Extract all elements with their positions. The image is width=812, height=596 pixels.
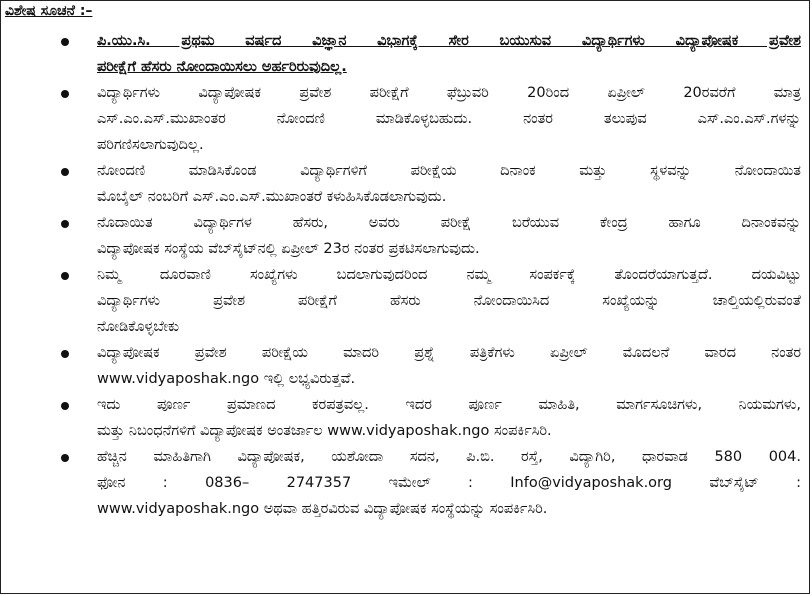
note-line: ನೋಂದಣಿ ಮಾಡಿಸಿಕೊಂಡ ವಿದ್ಯಾರ್ಥಿಗಳಿಗೆ ಪರೀಕ್ಷೆಯ ದಿನಾಂಕ ಮತ್ತು ಸ್ಥಳವನ್ನು ನೋಂದಾಯಿತ [97, 163, 801, 179]
note-item [1, 158, 801, 210]
note-line: ಎಸ್.ಎಂ.ಎಸ್.ಮುಖಾಂತರ ನೋಂದಣಿ ಮಾಡಿಕೊಳ್ಳಬಹುದು. ನಂತರ ತಲುಪುವ ಎಸ್.ಎಂ.ಎಸ್.ಗಳನ್ನು [97, 111, 801, 127]
note-item [1, 340, 801, 392]
notes-list [1, 28, 801, 522]
note-line: ಮತ್ತು ನಿಬಂಧನೆಗಳಿಗೆ ವಿದ್ಯಾಪೋಷಕ ಅಂತರ್ಜಾಲ www.vidyaposhak.ngo ಸಂಪರ್ಕಿಸಿರಿ. [97, 423, 552, 439]
note-line: ವಿದ್ಯಾಪೋಷಕ ಪ್ರವೇಶ ಪರೀಕ್ಷೆಯ ಮಾದರಿ ಪ್ರಶ್ನೆ ಪತ್ರಿಕೆಗಳು ಏಪ್ರೀಲ್ ಮೊದಲನೆ ವಾರದ ನಂತರ [97, 345, 801, 361]
note-line: ನೊದಾಯಿತ ವಿದ್ಯಾರ್ಥಿಗಳ ಹೆಸರು, ಅವರು ಪರೀಕ್ಷೆ ಬರೆಯುವ ಕೇಂದ್ರ ಹಾಗೂ ದಿನಾಂಕವನ್ನು [97, 215, 801, 231]
note-line: ಹೆಚ್ಚಿನ ಮಾಹಿತಿಗಾಗಿ ವಿದ್ಯಾಪೋಷಕ, ಯಶೋದಾ ಸದನ, ಪಿ.ಬಿ. ರಸ್ತೆ, ವಿದ್ಯಾಗಿರಿ, ಧಾರವಾಡ 580 004. [97, 449, 801, 465]
note-item [1, 444, 801, 522]
bullet-icon [61, 272, 69, 280]
notice-heading: ವಿಶೇಷ ಸೂಚನೆ :– [5, 3, 93, 19]
bullet-icon [61, 350, 69, 358]
note-line: ಪರೀಕ್ಷೆಗೆ ಹೆಸರು ನೋಂದಾಯಿಸಲು ಅರ್ಹರಿರುವುದಿಲ್ಲ. [97, 59, 347, 75]
note-line: ವಿದ್ಯಾರ್ಥಿಗಳು ಪ್ರವೇಶ ಪರೀಕ್ಷೆಗೆ ಹೆಸರು ನೋಂದಾಯಿಸಿದ ಸಂಖ್ಯೆಯನ್ನು ಚಾಲ್ತಿಯಲ್ಲಿರುವಂತೆ [97, 293, 801, 309]
note-item [1, 210, 801, 262]
bullet-icon [61, 38, 69, 46]
bullet-icon [61, 454, 69, 462]
note-item [1, 262, 801, 340]
note-line: ನಿಮ್ಮ ದೂರವಾಣಿ ಸಂಖ್ಯೆಗಳು ಬದಲಾಗುವುದರಿಂದ ನಮ್ಮ ಸಂಪರ್ಕಕ್ಕೆ ತೊಂದರೆಯಾಗುತ್ತದೆ. ದಯವಿಟ್ಟು [97, 267, 801, 283]
bullet-icon [61, 168, 69, 176]
bullet-icon [61, 90, 69, 98]
note-line: ಮೊಬೈಲ್ ನಂಬರಿಗೆ ಎಸ್.ಎಂ.ಎಸ್.ಮುಖಾಂತರೆ ಕಳುಹಿಸಿಕೊಡಲಾಗುವುದು. [97, 189, 447, 205]
note-line: ನೋಡಿಕೊಳ್ಳಬೇಕು [97, 319, 180, 335]
note-item [1, 28, 801, 80]
note-line: ಇದು ಪೂರ್ಣ ಪ್ರಮಾಣದ ಕರಪತ್ರವಲ್ಲ. ಇದರ ಪೂರ್ಣ ಮಾಹಿತಿ, ಮಾರ್ಗಸೂಚಿಗಳು, ನಿಯಮಗಳು, [97, 397, 801, 413]
note-line: ವಿದ್ಯಾಪೋಷಕ ಸಂಸ್ಥೆಯ ವೆಬ್‌ಸೈಟ್‌ನಲ್ಲಿ ಏಪ್ರೀಲ್ 23ರ ನಂತರ ಪ್ರಕಟಿಸಲಾಗುವುದು. [97, 241, 480, 257]
note-line: www.vidyaposhak.ngo ಅಥವಾ ಹತ್ತಿರವಿರುವ ವಿದ್ಯಾಪೋಷಕ ಸಂಸ್ಥೆಯನ್ನು ಸಂಪರ್ಕಿಸಿರಿ. [97, 501, 548, 517]
note-line: ಪರಿಗಣಿಸಲಾಗುವುದಿಲ್ಲ. [97, 137, 204, 153]
note-line: ವಿದ್ಯಾರ್ಥಿಗಳು ವಿದ್ಯಾಪೋಷಕ ಪ್ರವೇಶ ಪರೀಕ್ಷೆಗೆ ಫೆಬ್ರುವರಿ 20ರಿಂದ ಏಪ್ರೀಲ್ 20ರವರೆಗೆ ಮಾತ್ರ [97, 85, 801, 101]
note-line: ಪಿ.ಯು.ಸಿ. ಪ್ರಥಮ ವರ್ಷದ ವಿಜ್ಞಾನ ವಿಭಾಗಕ್ಕೆ ಸೇರ ಬಯುಸುವ ವಿದ್ಯಾರ್ಥಿಗಳು ವಿದ್ಯಾಪೋಷಕ ಪ್ರವೇಶ [97, 33, 801, 49]
note-item [1, 80, 801, 158]
bullet-icon [61, 220, 69, 228]
note-line: ಫೋನ : 0836– 2747357 ಇಮೇಲ್ : Info@vidyaposhak.org ವೆಬ್‌ಸೈಟ್ : [97, 475, 801, 491]
note-line: www.vidyaposhak.ngo ಇಲ್ಲಿ ಲಭ್ಯವಿರುತ್ತವೆ. [97, 371, 356, 387]
note-item [1, 392, 801, 444]
bullet-icon [61, 402, 69, 410]
